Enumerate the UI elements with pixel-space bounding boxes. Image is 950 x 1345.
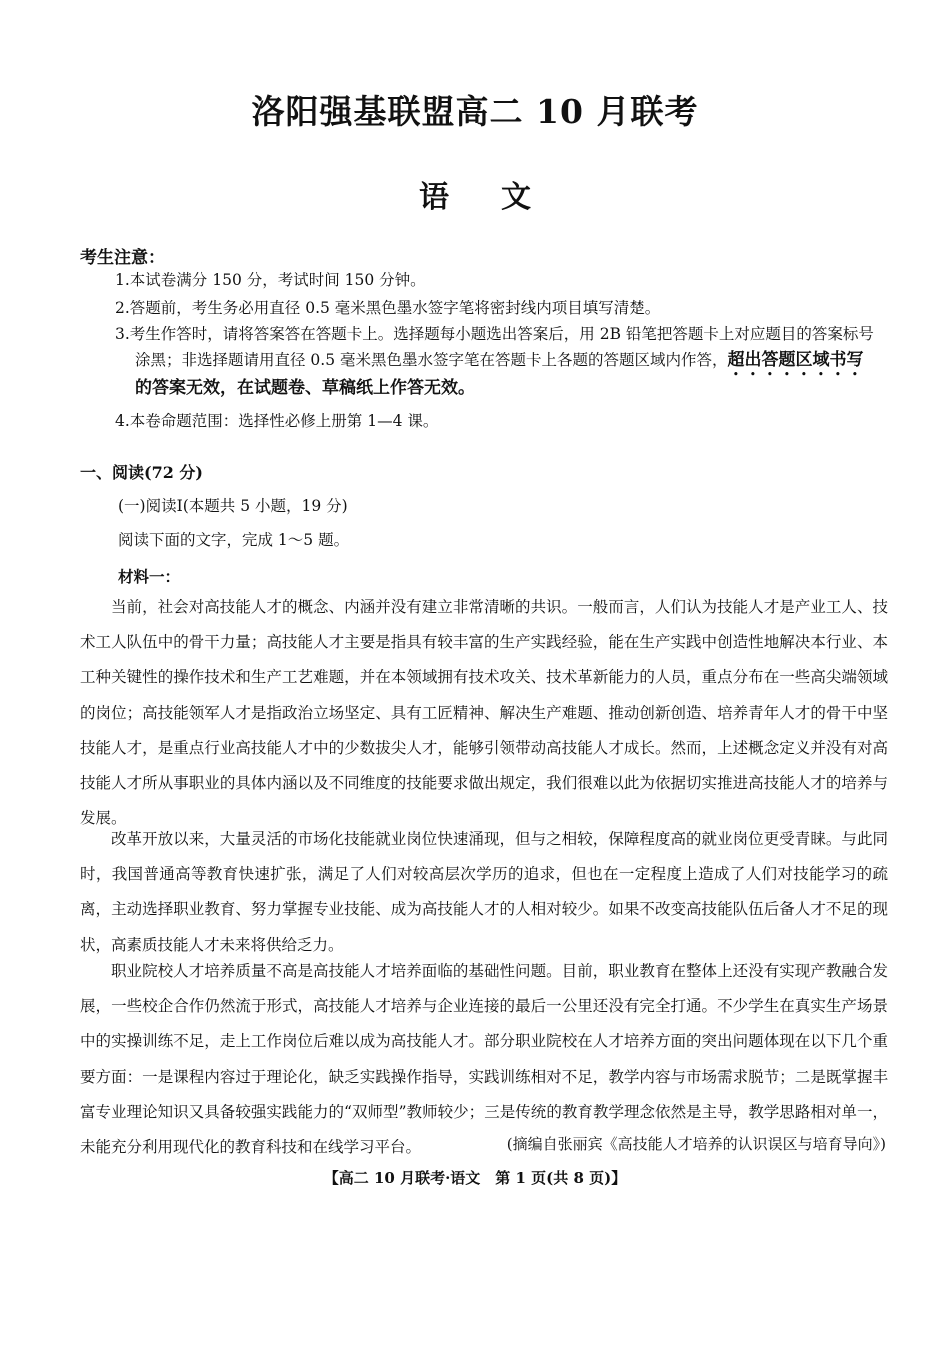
source-citation: (摘编自张丽宾《高技能人才培养的认识误区与培育导向》) — [506, 1135, 886, 1153]
page-footer: 【高二 10 月联考·语文 第 1 页(共 8 页)】 — [323, 1169, 627, 1187]
paragraph-3: 职业院校人才培养质量不高是高技能人才培养面临的基础性问题。目前，职业教育在整体上还没有实现产教融合发展，一些校企合作仍然流于形式，高技能人才培养与企业连接的最后一公里还没有完全打通。不少学生在真实生产场景中的实操训练不足，走上工作岗位后难以成为高技能人才。部分职业院校在人才培养方面的突出问题体现在以下几个重要方面：一是课程内容过于理论化，缺乏实践操作指导，实践训练相对不足，教学内容与市场需求脱节；二是既掌握丰富专业理论知识又具备较强实践能力的“双师型”教师较少；三是传统的教育教学理念依然是主导，教学思路相对单一，未能充分利用现代化的教育科技和在线学习平台。 — [80, 962, 888, 1157]
part-heading: (一)阅读Ⅰ(本题共 5 小题，19 分) — [118, 497, 348, 515]
notice-item-3-text: 涂黑；非选择题请用直径 0.5 毫米黑色墨水签字笔在答题卡上各题的答题区域内作答， — [135, 351, 728, 369]
material-label: 材料一： — [118, 567, 181, 586]
exam-title: 洛阳强基联盟高二 10 月联考 — [251, 92, 699, 131]
section-heading: 一、阅读(72 分) — [80, 463, 203, 482]
notice-emphasis-2: 的答案无效，在试题卷、草稿纸上作答无效。 — [135, 378, 475, 398]
subject-title: 语文 — [419, 180, 583, 215]
notice-item-1: 1.本试卷满分 150 分，考试时间 150 分钟。 — [115, 271, 426, 289]
paragraph-2: 改革开放以来，大量灵活的市场化技能就业岗位快速涌现，但与之相较，保障程度高的就业岗位更受青睐。与此同时，我国普通高等教育快速扩张，满足了人们对较高层次学历的追求，但也在一定程度上造成了人们对技能学习的疏离，主动选择职业教育、努力掌握专业技能、成为高技能人才的人相对较少。如果不改变高技能队伍后备人才不足的现状，高素质技能人才未来将供给乏力。 — [80, 830, 888, 954]
notice-item-2: 2.答题前，考生务必用直径 0.5 毫米黑色墨水签字笔将密封线内项目填写清楚。 — [115, 299, 661, 317]
notice-item-3: 3.考生作答时，请将答案答在答题卡上。选择题每小题选出答案后，用 2B 铅笔把答题卡上对应题目的答案标号 — [115, 325, 874, 343]
notice-item-4: 4.本卷命题范围：选择性必修上册第 1—4 课。 — [115, 412, 439, 430]
paragraph-1: 当前，社会对高技能人才的概念、内涵并没有建立非常清晰的共识。一般而言，人们认为技能人才是产业工人、技术工人队伍中的骨干力量；高技能人才主要是指具有较丰富的生产实践经验，能在生产实践中创造性地解决本行业、本工种关键性的操作技术和生产工艺难题，并在本领域拥有技术攻关、技术革新能力的人员，重点分布在一些高尖端领域的岗位；高技能领军人才是指政治立场坚定、具有工匠精神、解决生产难题、推动创新创造、培养青年人才的骨干中坚技能人才，是重点行业高技能人才中的少数拔尖人才，能够引领带动高技能人才成长。然而，上述概念定义并没有对高技能人才所从事职业的具体内涵以及不同维度的技能要求做出规定，我们很难以此为依据切实推进高技能人才的培养与发展。 — [80, 598, 888, 828]
notice-emphasis-1: 超出答题区域书写 — [727, 350, 864, 370]
notice-heading: 考生注意： — [80, 248, 165, 268]
instruction: 阅读下面的文字，完成 1～5 题。 — [118, 531, 350, 549]
